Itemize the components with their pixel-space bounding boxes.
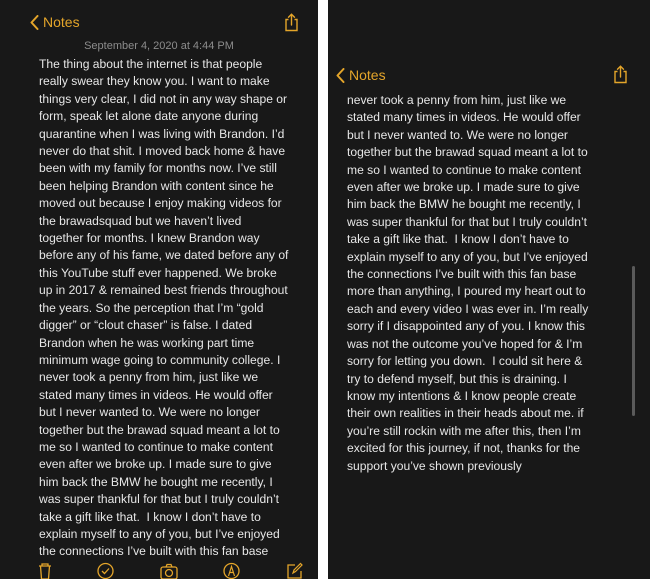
checklist-icon[interactable] (97, 562, 114, 579)
chevron-left-icon (336, 68, 345, 83)
camera-icon[interactable] (160, 562, 178, 579)
trash-icon[interactable] (38, 562, 52, 579)
bottom-toolbar (0, 562, 318, 579)
share-icon (613, 65, 628, 84)
markup-icon[interactable] (223, 562, 240, 579)
back-to-notes-button-right[interactable] (336, 67, 386, 83)
share-button[interactable] (284, 13, 299, 37)
back-to-notes-button[interactable] (30, 14, 80, 30)
note-date: September 4, 2020 at 4:44 PM (84, 40, 234, 52)
share-button-right[interactable] (613, 65, 628, 89)
back-label: Notes (43, 14, 80, 30)
note-body-text[interactable]: The thing about the internet is that people really swear they know you. I want to make things very clear, I did not in any way shape or form, speak let alone date anyone during quarantine when I was living with Brandon. I’d never do that shit. I moved back home & have been with my family for months now. I’ve still been helping Brandon with content since he moved out because I enjoy making videos for the brawadsquad but we haven’t lived together for months. I knew Brandon way before any of his fame, we dated before any of this YouTube stuff ever happened. We broke up in 2017 & remained best friends throughout the years. So the perception that I’m “gold digger” or “clout chaser” is false. I dated Brandon when he was working part time minimum wage going to community college. I never took a penny from him, just like we stated many times in videos. He would offer but I never wanted to. We were no longer together but the brawad squad meant a lot to me so I wanted to continue to make content even after we broke up. I made sure to give him back the BMW he bought me recently, I was super thankful for that but I truly couldn’t take a gift like that. I know I don’t have to explain myself to any of you, but I’ve enjoyed the connections I’ve built with this fan base (39, 57, 289, 559)
note-body-text-continued[interactable]: never took a penny from him, just like we stated many times in videos. He would offer but I never wanted to. We were no longer together but the brawad squad meant a lot to me so I wanted to continue to make content even after we broke up. I made sure to give him back the BMW he bought me recently, I was super thankful for that but I truly couldn’t take a gift like that. I know I don’t have to explain myself to any of you, but I’ve enjoyed the connections I’ve built with this fan base more than anything, I poured my heart out to each and every video I was ever in. I’m really sorry if I disappointed any of you. I know this was not the outcome you’ve hoped for & I’m sorry for letting you down. I could sit here & try to defend myself, but this is draining. I know my intentions & I know people create their own realities in their heads about me. if you’re still rockin with me after this, then I’m excited for this journey, if not, thanks for the support you’ve shown previously (347, 93, 589, 473)
scrollbar[interactable] (632, 266, 635, 416)
note-screenshot-left (0, 0, 318, 579)
share-icon (284, 13, 299, 32)
compose-icon[interactable] (286, 562, 303, 579)
back-label-right: Notes (349, 67, 386, 83)
chevron-left-icon (30, 15, 39, 30)
